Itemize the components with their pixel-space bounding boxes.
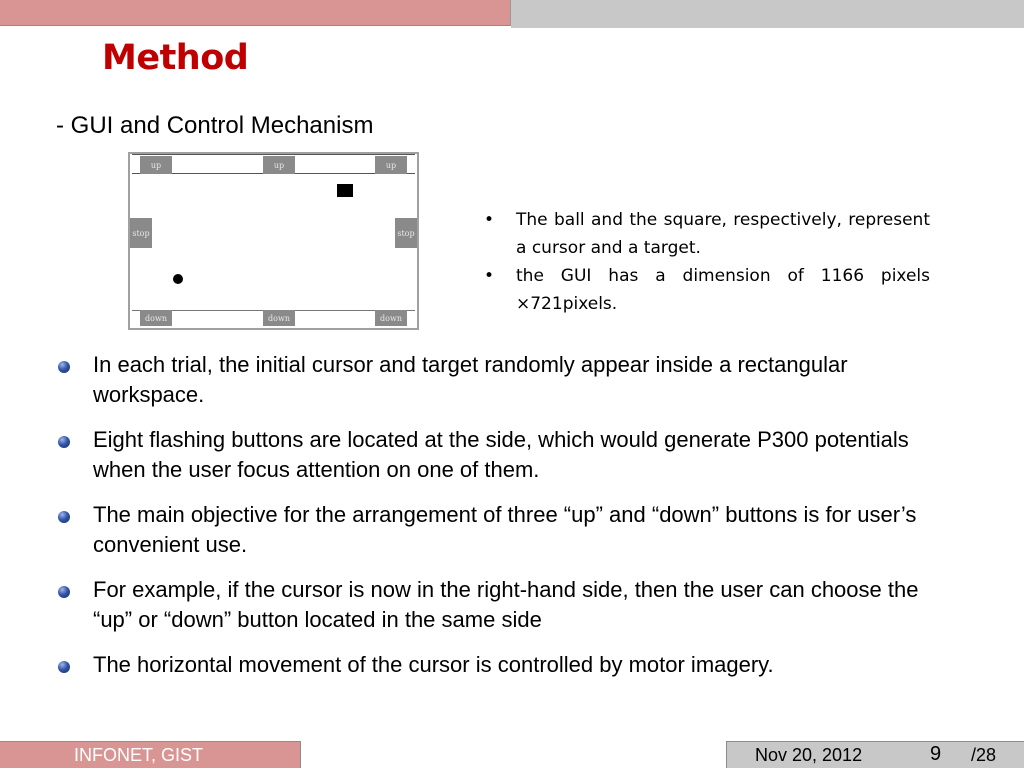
header-gray-bar: [511, 0, 1024, 28]
main-bullet-text: For example, if the cursor is now in the right-hand side, then the user can choose the “up” or “down” button located in the same side: [93, 577, 919, 632]
gui-down-button-left: down: [140, 310, 172, 326]
bullet-dot-icon: •: [484, 210, 495, 230]
gui-stop-button-right: stop: [395, 218, 417, 248]
gui-down-button-center: down: [263, 310, 295, 326]
main-bullet-text: Eight flashing buttons are located at the side, which would generate P300 potentials when the user focus attention on one of them.: [93, 427, 909, 482]
footer-page-number: 9: [930, 743, 942, 765]
main-bullet-text: The main objective for the arrangement of three “up” and “down” buttons is for user’s convenient use.: [93, 502, 917, 557]
side-note-text: the GUI has a dimension of 1166 pixels ×721pixels.: [516, 266, 930, 314]
slide-title: Method: [102, 38, 249, 78]
sphere-bullet-icon: [58, 661, 70, 673]
bullet-dot-icon: •: [484, 266, 495, 286]
footer-info-bar: [726, 741, 1024, 768]
main-bullet-item: [56, 650, 956, 680]
main-bullet-text: In each trial, the initial cursor and target randomly appear inside a rectangular workspace.: [93, 352, 848, 407]
target-square: [337, 184, 353, 197]
sphere-bullet-icon: [58, 586, 70, 598]
main-bullet-item: [56, 425, 956, 485]
gui-down-button-right: down: [375, 310, 407, 326]
footer-org-bar: [0, 741, 301, 768]
footer-date: Nov 20, 2012: [755, 745, 863, 765]
footer-org: INFONET, GIST: [74, 745, 204, 765]
side-note-item: [480, 206, 930, 262]
main-bullet-text: The horizontal movement of the cursor is controlled by motor imagery.: [93, 652, 774, 677]
side-note-text: The ball and the square, respectively, represent a cursor and a target.: [516, 210, 930, 258]
header-accent-bar: [0, 0, 511, 26]
gui-figure: [128, 152, 419, 330]
main-bullet-item: [56, 350, 956, 410]
main-bullet-item: [56, 575, 956, 635]
gui-up-button-center: up: [263, 156, 295, 174]
gui-up-button-left: up: [140, 156, 172, 174]
footer-page-total: /28: [971, 745, 997, 765]
gui-up-button-right: up: [375, 156, 407, 174]
slide-subtitle: - GUI and Control Mechanism: [56, 112, 374, 139]
sphere-bullet-icon: [58, 436, 70, 448]
main-bullet-item: [56, 500, 956, 560]
side-notes-list: [480, 206, 930, 318]
gui-stop-button-left: stop: [130, 218, 152, 248]
sphere-bullet-icon: [58, 511, 70, 523]
sphere-bullet-icon: [58, 361, 70, 373]
cursor-ball: [173, 274, 183, 284]
side-note-item: [480, 262, 930, 318]
main-bullet-list: [56, 350, 956, 695]
